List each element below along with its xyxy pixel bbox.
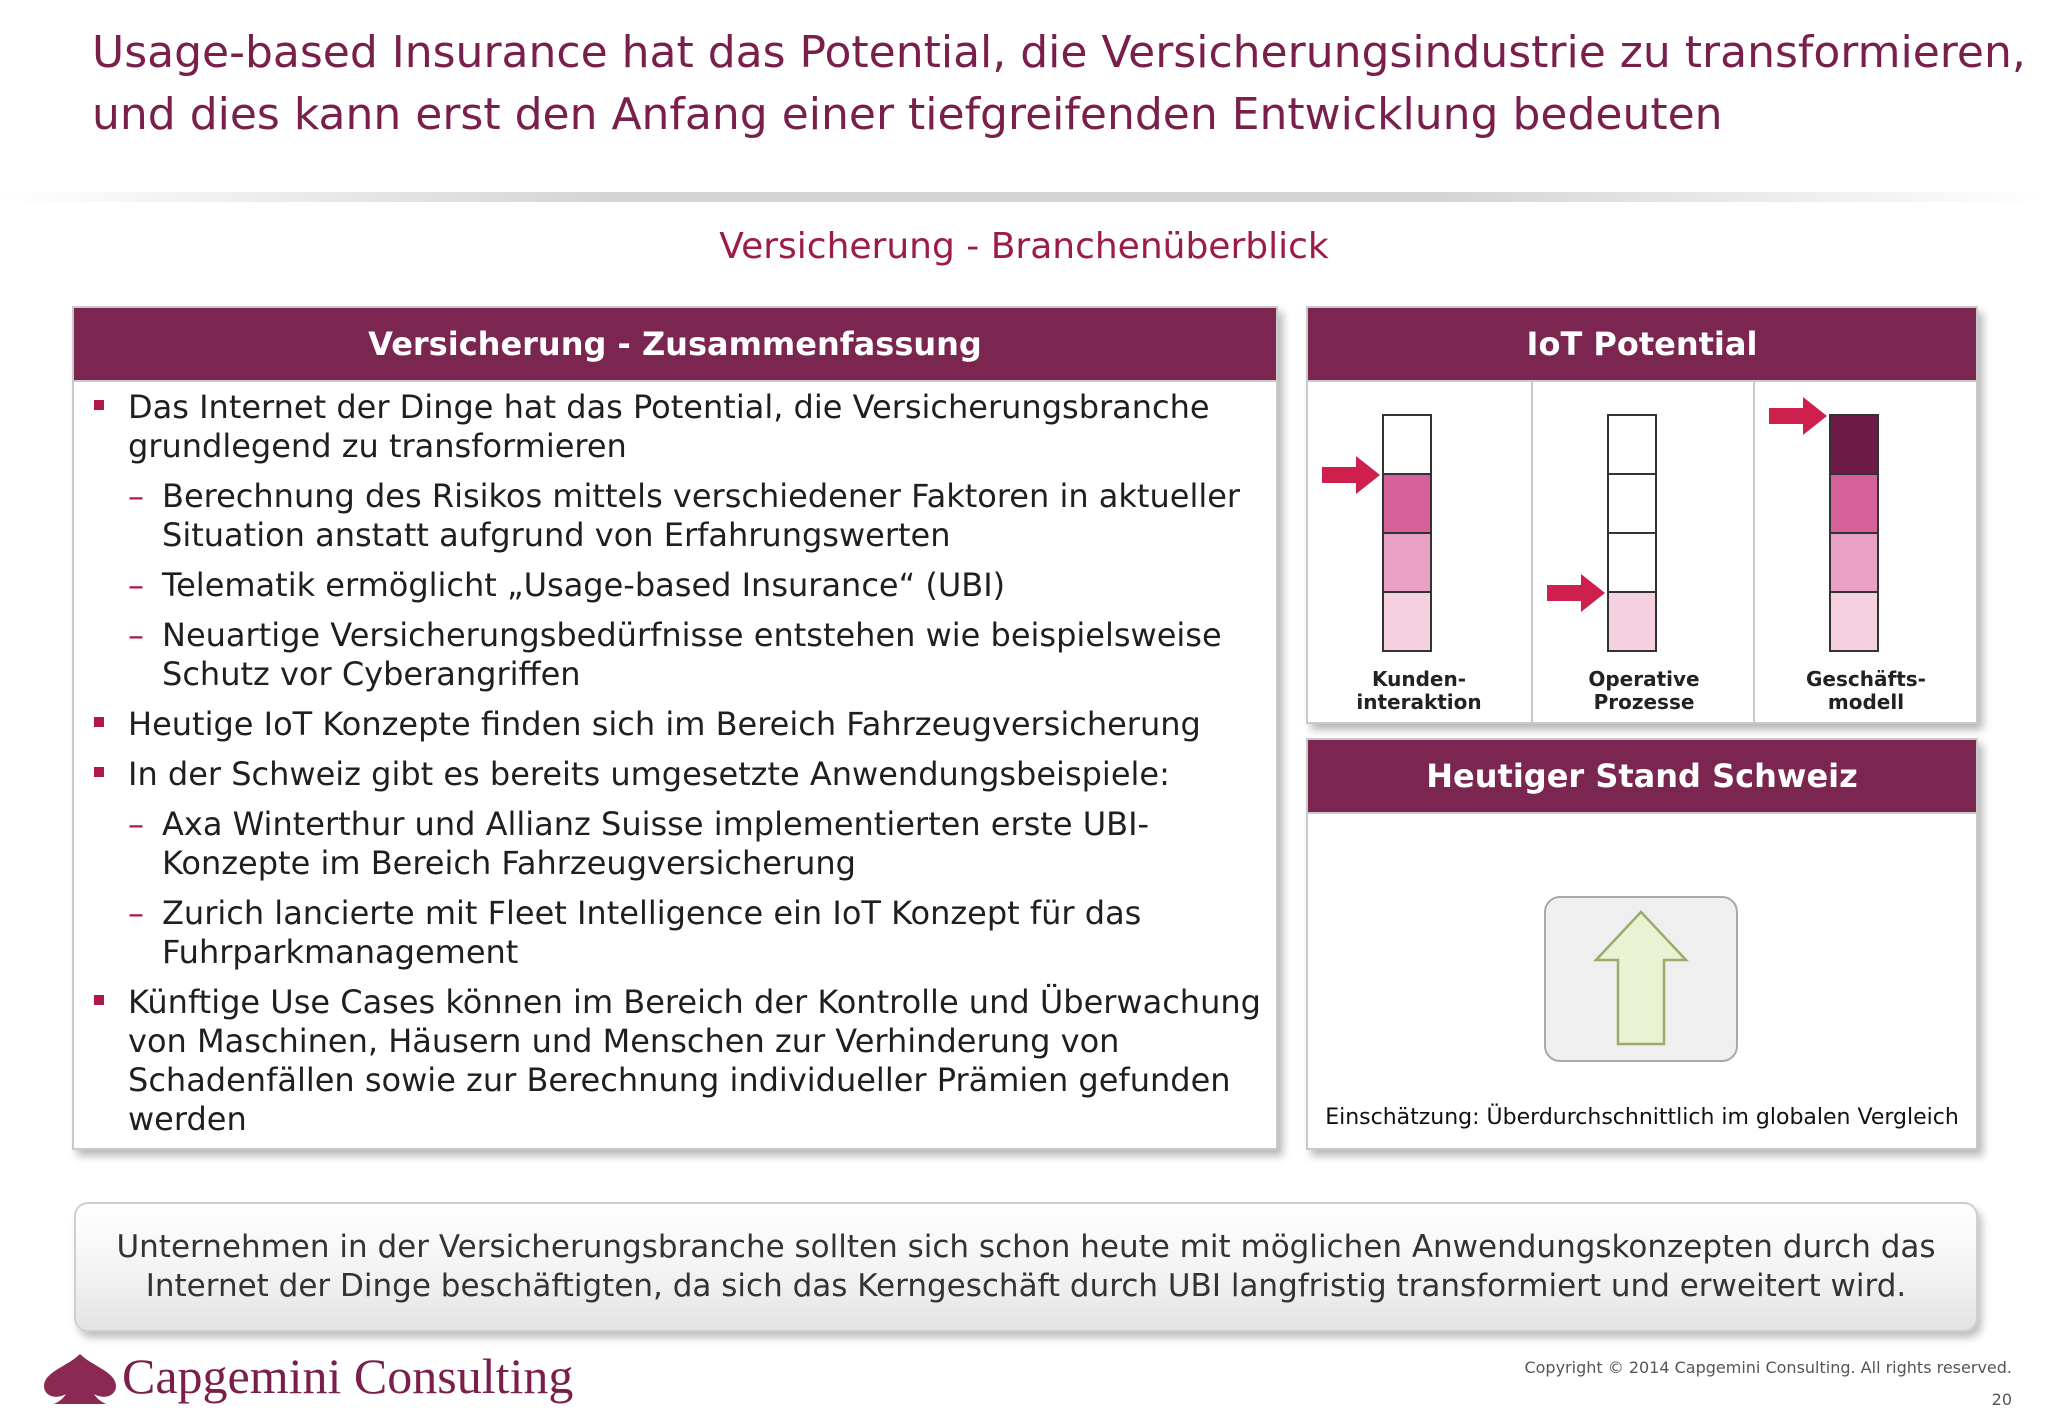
level-stack xyxy=(1829,414,1879,652)
iot-potential-panel xyxy=(1306,306,1978,724)
level-arrow-icon xyxy=(1322,456,1380,494)
assessment-caption: Einschätzung: Überdurchschnittlich im globalen Vergleich xyxy=(1325,1105,1959,1130)
level-cell-2 xyxy=(1831,534,1877,593)
bullet-item: Das Internet der Dinge hat das Potential, die Versicherungsbranche grundlegend zu transformieren xyxy=(74,388,1264,466)
level-cell-1 xyxy=(1609,593,1655,650)
level-cell-4 xyxy=(1384,416,1430,475)
bullet-item: Heutige IoT Konzepte finden sich im Bereich Fahrzeugversicherung xyxy=(74,705,1264,744)
level-stack xyxy=(1382,414,1432,652)
level-cell-2 xyxy=(1609,534,1655,593)
iot-column-kundeninteraktion xyxy=(1308,382,1530,722)
column-label xyxy=(1755,668,1977,714)
sub-bullet-item: – Zurich lancierte mit Fleet Intelligence ein IoT Konzept für das Fuhrparkmanagement xyxy=(74,894,1264,972)
logo-wordmark: Capgemini Consulting xyxy=(122,1348,574,1404)
arrow-shape xyxy=(1322,456,1380,494)
arrow-shape xyxy=(1769,397,1827,435)
up-arrow-icon xyxy=(1546,898,1736,1060)
iot-column-geschaeftsmodell xyxy=(1753,382,1977,722)
column-label-line-2: interaktion xyxy=(1356,690,1482,714)
iot-potential-heading: IoT Potential xyxy=(1308,308,1976,382)
level-cell-1 xyxy=(1831,593,1877,650)
level-cell-4 xyxy=(1831,416,1877,475)
title-line-2: und dies kann erst den Anfang einer tiefgreifenden Entwicklung bedeuten xyxy=(92,89,1723,140)
level-arrow-icon xyxy=(1769,397,1827,435)
column-label xyxy=(1308,668,1530,714)
summary-bullet-list xyxy=(74,388,1264,1150)
column-label-line-1: Kunden- xyxy=(1371,667,1467,691)
spade-shape xyxy=(44,1354,116,1404)
level-cell-2 xyxy=(1384,534,1430,593)
conclusion-line-2: Internet der Dinge beschäftigten, da sich das Kerngeschäft durch UBI langfristig transformiert und erweitert wird. xyxy=(145,1268,1907,1304)
sub-bullet-item: – Berechnung des Risikos mittels verschiedener Faktoren in aktueller Situation anstatt aufgrund von Erfahrungswerten xyxy=(74,477,1264,555)
section-subtitle: Versicherung - Branchenüberblick xyxy=(719,226,1329,267)
column-label-line-2: Prozesse xyxy=(1593,690,1695,714)
sub-bullet-item: – Telematik ermöglicht „Usage-based Insurance“ (UBI) xyxy=(74,566,1264,605)
current-status-panel xyxy=(1306,738,1978,1150)
level-cell-3 xyxy=(1831,475,1877,534)
sub-bullet-item: – Axa Winterthur und Allianz Suisse implementierten erste UBI-Konzepte im Bereich Fahrzeugversicherung xyxy=(74,805,1264,883)
column-label xyxy=(1533,668,1755,714)
title-divider xyxy=(0,192,2048,202)
slide-title xyxy=(92,22,2026,146)
sub-bullet-item: – Neuartige Versicherungsbedürfnisse entstehen wie beispielsweise Schutz vor Cyberangriffen xyxy=(74,616,1264,694)
summary-panel xyxy=(72,306,1278,1150)
arrow-shape xyxy=(1547,574,1605,612)
level-cell-1 xyxy=(1384,593,1430,650)
column-label-line-1: Operative xyxy=(1588,667,1700,691)
iot-potential-columns xyxy=(1308,382,1976,722)
conclusion-line-1: Unternehmen in der Versicherungsbranche sollten sich schon heute mit möglichen Anwendungskonzepten durch das xyxy=(116,1229,1936,1265)
up-arrow-shape xyxy=(1596,912,1686,1044)
conclusion-box xyxy=(74,1202,1978,1332)
title-line-1: Usage-based Insurance hat das Potential, die Versicherungsindustrie zu transformieren, xyxy=(92,27,2026,78)
column-label-line-1: Geschäfts- xyxy=(1806,667,1926,691)
level-cell-4 xyxy=(1609,416,1655,475)
level-cell-3 xyxy=(1609,475,1655,534)
capgemini-logo xyxy=(40,1346,600,1406)
level-stack xyxy=(1607,414,1657,652)
assessment-indicator xyxy=(1544,896,1738,1062)
bullet-item: Künftige Use Cases können im Bereich der Kontrolle und Überwachung von Maschinen, Häusern und Menschen zur Verhinderung von Schadenfällen sowie zur Berechnung individueller Prämien gefunden werden xyxy=(74,983,1264,1139)
level-arrow-icon xyxy=(1547,574,1605,612)
level-cell-3 xyxy=(1384,475,1430,534)
current-status-heading: Heutiger Stand Schweiz xyxy=(1308,740,1976,814)
page-number: 20 xyxy=(1991,1390,2012,1409)
summary-heading: Versicherung - Zusammenfassung xyxy=(74,308,1276,382)
bullet-item: In der Schweiz gibt es bereits umgesetzte Anwendungsbeispiele: xyxy=(74,755,1264,794)
iot-column-operative-prozesse xyxy=(1531,382,1755,722)
copyright-notice: Copyright © 2014 Capgemini Consulting. All rights reserved. xyxy=(1524,1358,2012,1377)
spade-logo-icon xyxy=(40,1346,120,1406)
column-label-line-2: modell xyxy=(1827,690,1905,714)
